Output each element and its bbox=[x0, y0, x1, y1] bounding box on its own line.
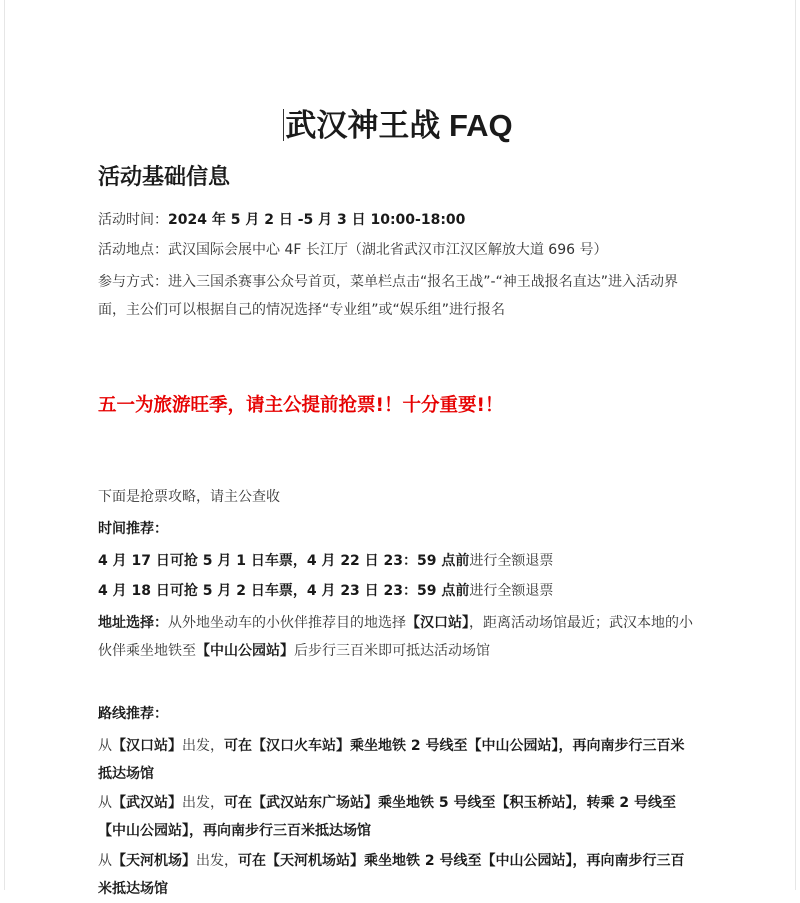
section-heading: 活动基础信息 bbox=[98, 165, 231, 190]
document-title-text: 武汉神王战 FAQ bbox=[285, 108, 513, 143]
ticket-rule-2 bbox=[98, 577, 698, 605]
ticket-rule-2-bold: 4 月 18 日可抢 5 月 2 日车票，4 月 23 日 23：59 点前 bbox=[98, 583, 470, 599]
route-1-depart: 出发， bbox=[182, 738, 224, 754]
document-title[interactable] bbox=[98, 100, 698, 145]
route-2-detail: 可在【武汉站东广场站】乘坐地铁 5 号线至【积玉桥站】，转乘 2 号线至【中山公园站】，再向南步行三百米抵达场馆 bbox=[98, 795, 676, 839]
route-2-from: 从 bbox=[98, 795, 112, 811]
route-1 bbox=[98, 732, 698, 788]
ticket-alert: 五一为旅游旺季，请主公提前抢票!！十分重要!！ bbox=[98, 395, 504, 416]
page-border-left bbox=[4, 0, 5, 890]
address-label: 地址选择： bbox=[98, 615, 168, 631]
participation-method bbox=[98, 268, 698, 324]
route-1-from: 从 bbox=[98, 738, 112, 754]
ticket-guide-intro: 下面是抢票攻略，请主公查收 bbox=[98, 489, 280, 505]
event-location-label: 活动地点： bbox=[98, 242, 168, 258]
route-3-detail: 可在【天河机场站】乘坐地铁 2 号线至【中山公园站】，再向南步行三百米抵达场馆 bbox=[98, 853, 685, 897]
route-2-depart: 出发， bbox=[182, 795, 224, 811]
time-recommendation-label bbox=[98, 515, 698, 543]
address-text-1: 从外地坐动车的小伙伴推荐目的地选择 bbox=[168, 615, 406, 631]
event-time-value: 2024 年 5 月 2 日 -5 月 3 日 10:00-18:00 bbox=[168, 212, 466, 228]
route-2-station: 【武汉站】 bbox=[112, 795, 182, 811]
ticket-rule-1-bold: 4 月 17 日可抢 5 月 1 日车票，4 月 22 日 23：59 点前 bbox=[98, 553, 470, 569]
address-text-2: ，距离活动场馆最近；武汉本地的小伙伴乘坐地铁至 bbox=[98, 615, 693, 659]
route-3-from: 从 bbox=[98, 853, 112, 869]
event-time-label: 活动时间： bbox=[98, 212, 168, 228]
route-recommendation-label bbox=[98, 700, 698, 728]
route-1-station: 【汉口站】 bbox=[112, 738, 182, 754]
address-station-1: 【汉口站】 bbox=[406, 615, 469, 631]
event-location-value: 武汉国际会展中心 4F 长江厅（湖北省武汉市江汉区解放大道 696 号） bbox=[168, 242, 608, 258]
address-selection bbox=[98, 609, 698, 665]
route-recommendation-label-text: 路线推荐： bbox=[98, 706, 168, 722]
route-3-station: 【天河机场】 bbox=[112, 853, 196, 869]
participation-value: 进入三国杀赛事公众号首页，菜单栏点击“报名王战”-“神王战报名直达”进入活动界面，主公们可以根据自己的情况选择“专业组”或“娱乐组”进行报名 bbox=[98, 274, 679, 318]
address-station-2: 【中山公园站】 bbox=[196, 643, 294, 659]
ticket-rule-1 bbox=[98, 547, 698, 575]
page-border-right bbox=[795, 0, 796, 890]
address-text-3: 后步行三百米即可抵达活动场馆 bbox=[294, 643, 490, 659]
time-recommendation-label-text: 时间推荐： bbox=[98, 521, 168, 537]
event-time bbox=[98, 206, 698, 234]
participation-label: 参与方式： bbox=[98, 274, 168, 290]
route-1-detail: 可在【汉口火车站】乘坐地铁 2 号线至【中山公园站】，再向南步行三百米抵达场馆 bbox=[98, 738, 685, 782]
event-location bbox=[98, 236, 698, 264]
route-3-depart: 出发， bbox=[196, 853, 238, 869]
route-2 bbox=[98, 789, 698, 845]
route-3 bbox=[98, 847, 698, 903]
ticket-rule-1-rest: 进行全额退票 bbox=[469, 553, 554, 569]
ticket-rule-2-rest: 进行全额退票 bbox=[469, 583, 554, 599]
